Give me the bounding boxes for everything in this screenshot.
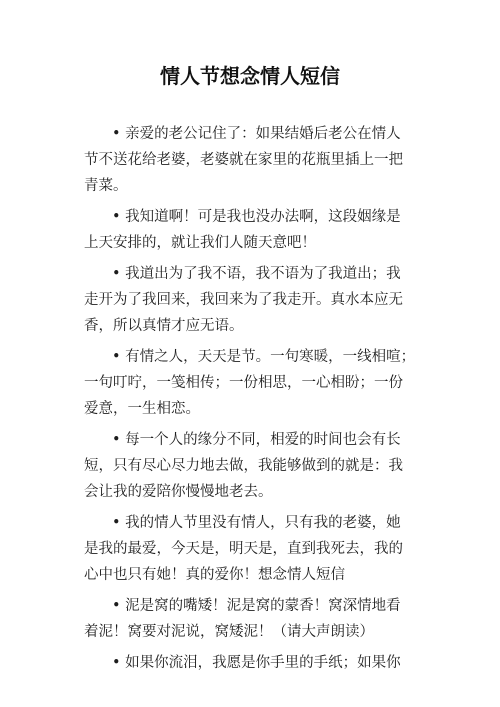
paragraph-line: 一句叮咛，一笺相传；一份相思，一心相盼；一份 <box>84 375 403 391</box>
paragraph <box>84 510 418 588</box>
paragraph-first-line: • 有情之人，天天是节。一句寒暖，一线相喧； <box>112 349 416 365</box>
paragraph-line: 会让我的爱陪你慢慢地老去。 <box>84 484 273 500</box>
paragraph-first-line: • 我的情人节里没有情人，只有我的老婆，她 <box>112 515 401 531</box>
paragraph <box>84 593 418 645</box>
paragraph <box>112 650 418 676</box>
paragraph <box>84 261 418 339</box>
paragraph-line: 节不送花给老婆，老婆就在家里的花瓶里插上一把 <box>84 152 403 168</box>
paragraph-first-line: • 我道出为了我不语，我不语为了我道出；我 <box>112 266 401 282</box>
paragraph-line: 爱意，一生相恋。 <box>84 401 200 417</box>
document-body <box>84 121 418 681</box>
paragraph-line: 香，所以真情才应无语。 <box>84 318 244 334</box>
paragraph-first-line: • 亲爱的老公记住了：如果结婚后老公在情人 <box>112 126 401 142</box>
paragraph-line: 是我的最爱，今天是，明天是，直到我死去，我的 <box>84 541 403 557</box>
paragraph-first-line: • 泥是窝的嘴矮！泥是窝的蒙香！窝深情地看 <box>112 598 401 614</box>
paragraph <box>84 427 418 505</box>
paragraph-first-line: • 如果你流泪，我愿是你手里的手纸；如果你 <box>112 655 401 671</box>
paragraph <box>84 121 418 199</box>
paragraph-line: 短，只有尽心尽力地去做，我能够做到的就是：我 <box>84 458 403 474</box>
paragraph-line: 走开为了我回来，我回来为了我走开。真水本应无 <box>84 292 403 308</box>
paragraph-first-line: • 我知道啊！可是我也没办法啊，这段姻缘是 <box>112 209 401 225</box>
paragraph <box>84 204 418 256</box>
document-title: 情人节想念情人短信 <box>160 64 340 88</box>
paragraph-line: 着泥！窝要对泥说，窝矮泥！（请大声朗读） <box>84 624 374 640</box>
paragraph-line: 上天安排的，就让我们人随天意吧！ <box>84 235 316 251</box>
paragraph-first-line: • 每一个人的缘分不同，相爱的时间也会有长 <box>112 432 401 448</box>
paragraph-line: 青菜。 <box>84 178 128 194</box>
paragraph <box>84 344 418 422</box>
paragraph-line: 心中也只有她！真的爱你！想念情人短信 <box>84 567 345 583</box>
